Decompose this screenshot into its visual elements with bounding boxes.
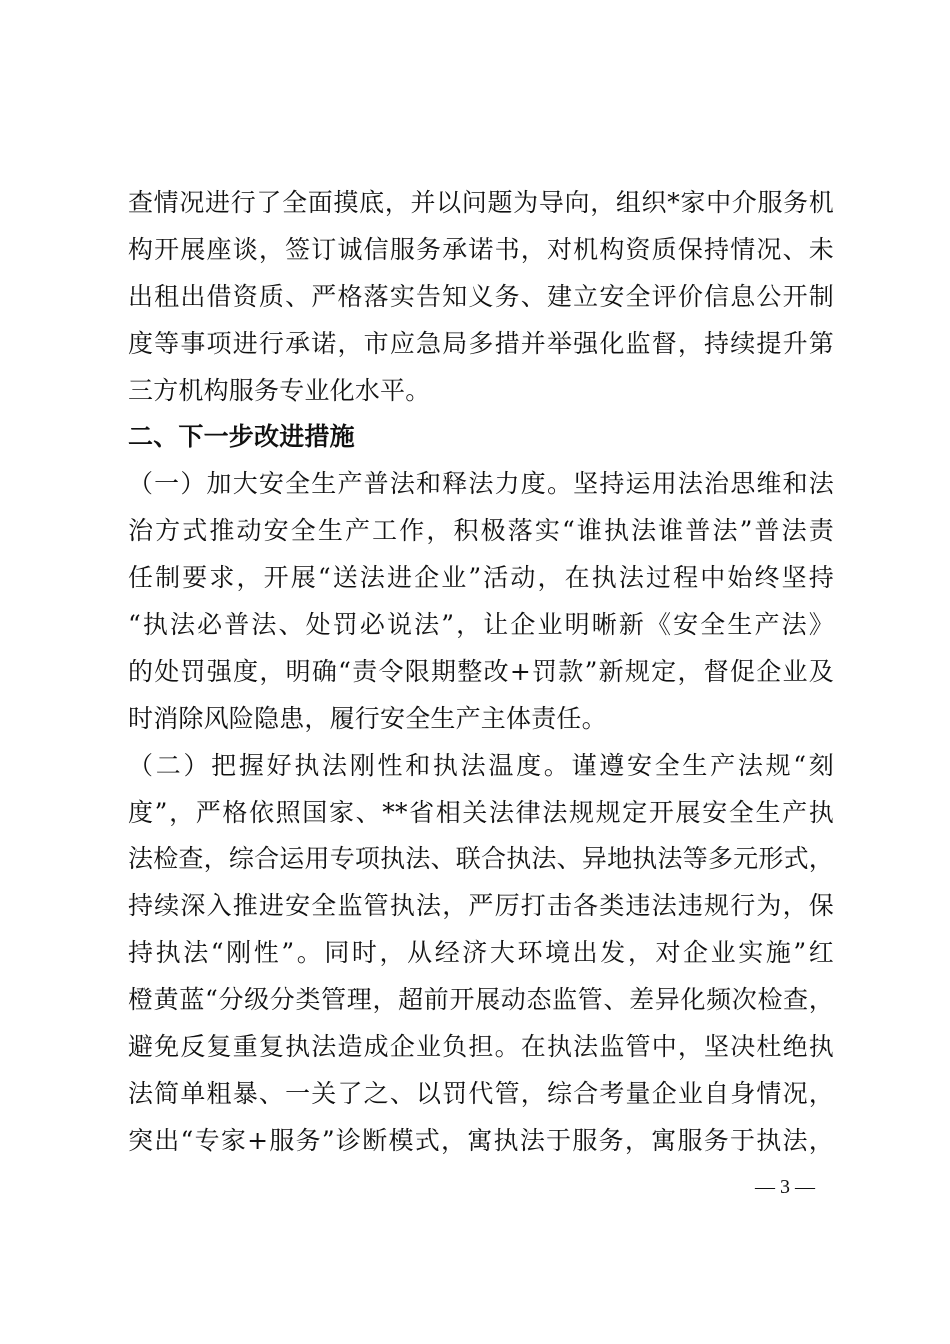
paragraph-line: 橙黄蓝“分级分类管理，超前开展动态监管、差异化频次检查，: [128, 985, 834, 1015]
page-number: — 3 —: [755, 1176, 815, 1198]
paragraph-line: “执法必普法、处罚必说法”，让企业明晰新《安全生产法》: [128, 610, 834, 640]
paragraph-line: 出租出借资质、严格落实告知义务、建立安全评价信息公开制: [128, 281, 834, 311]
paragraph-line: 任制要求，开展“送法进企业”活动，在执法过程中始终坚持: [128, 563, 834, 593]
paragraph-line: 三方机构服务专业化水平。: [128, 375, 431, 405]
paragraph-line: 法简单粗暴、一关了之、以罚代管，综合考量企业自身情况，: [128, 1078, 834, 1108]
paragraph-line: （二）把握好执法刚性和执法温度。谨遵安全生产法规“刻: [128, 750, 834, 780]
paragraph-line: 查情况进行了全面摸底，并以问题为导向，组织*家中介服务机: [128, 188, 834, 217]
paragraph-line: 持执法“刚性”。同时，从经济大环境出发，对企业实施”红: [128, 938, 834, 968]
paragraph-line: 法检查，综合运用专项执法、联合执法、异地执法等多元形式，: [128, 844, 834, 874]
paragraph-line: （一）加大安全生产普法和释法力度。坚持运用法治思维和法: [128, 469, 834, 499]
paragraph-line: 时消除风险隐患，履行安全生产主体责任。: [128, 703, 607, 733]
paragraph-line: 突出“专家+服务”诊断模式，寓执法于服务，寓服务于执法，: [128, 1125, 834, 1155]
paragraph-line: 治方式推动安全生产工作，积极落实“谁执法谁普法”普法责: [128, 516, 834, 546]
paragraph-line: 构开展座谈，签订诚信服务承诺书，对机构资质保持情况、未: [128, 234, 834, 264]
paragraph-line: 度”，严格依照国家、**省相关法律法规规定开展安全生产执: [128, 797, 834, 827]
section-heading: 二、下一步改进措施: [128, 422, 355, 452]
paragraph-line: 度等事项进行承诺，市应急局多措并举强化监督，持续提升第: [128, 328, 834, 358]
paragraph-line: 持续深入推进安全监管执法，严厉打击各类违法违规行为，保: [128, 891, 834, 921]
document-body: [128, 180, 834, 1165]
paragraph-line: 避免反复重复执法造成企业负担。在执法监管中，坚决杜绝执: [128, 1032, 834, 1062]
paragraph-line: 的处罚强度，明确“责令限期整改+罚款”新规定，督促企业及: [128, 656, 834, 686]
